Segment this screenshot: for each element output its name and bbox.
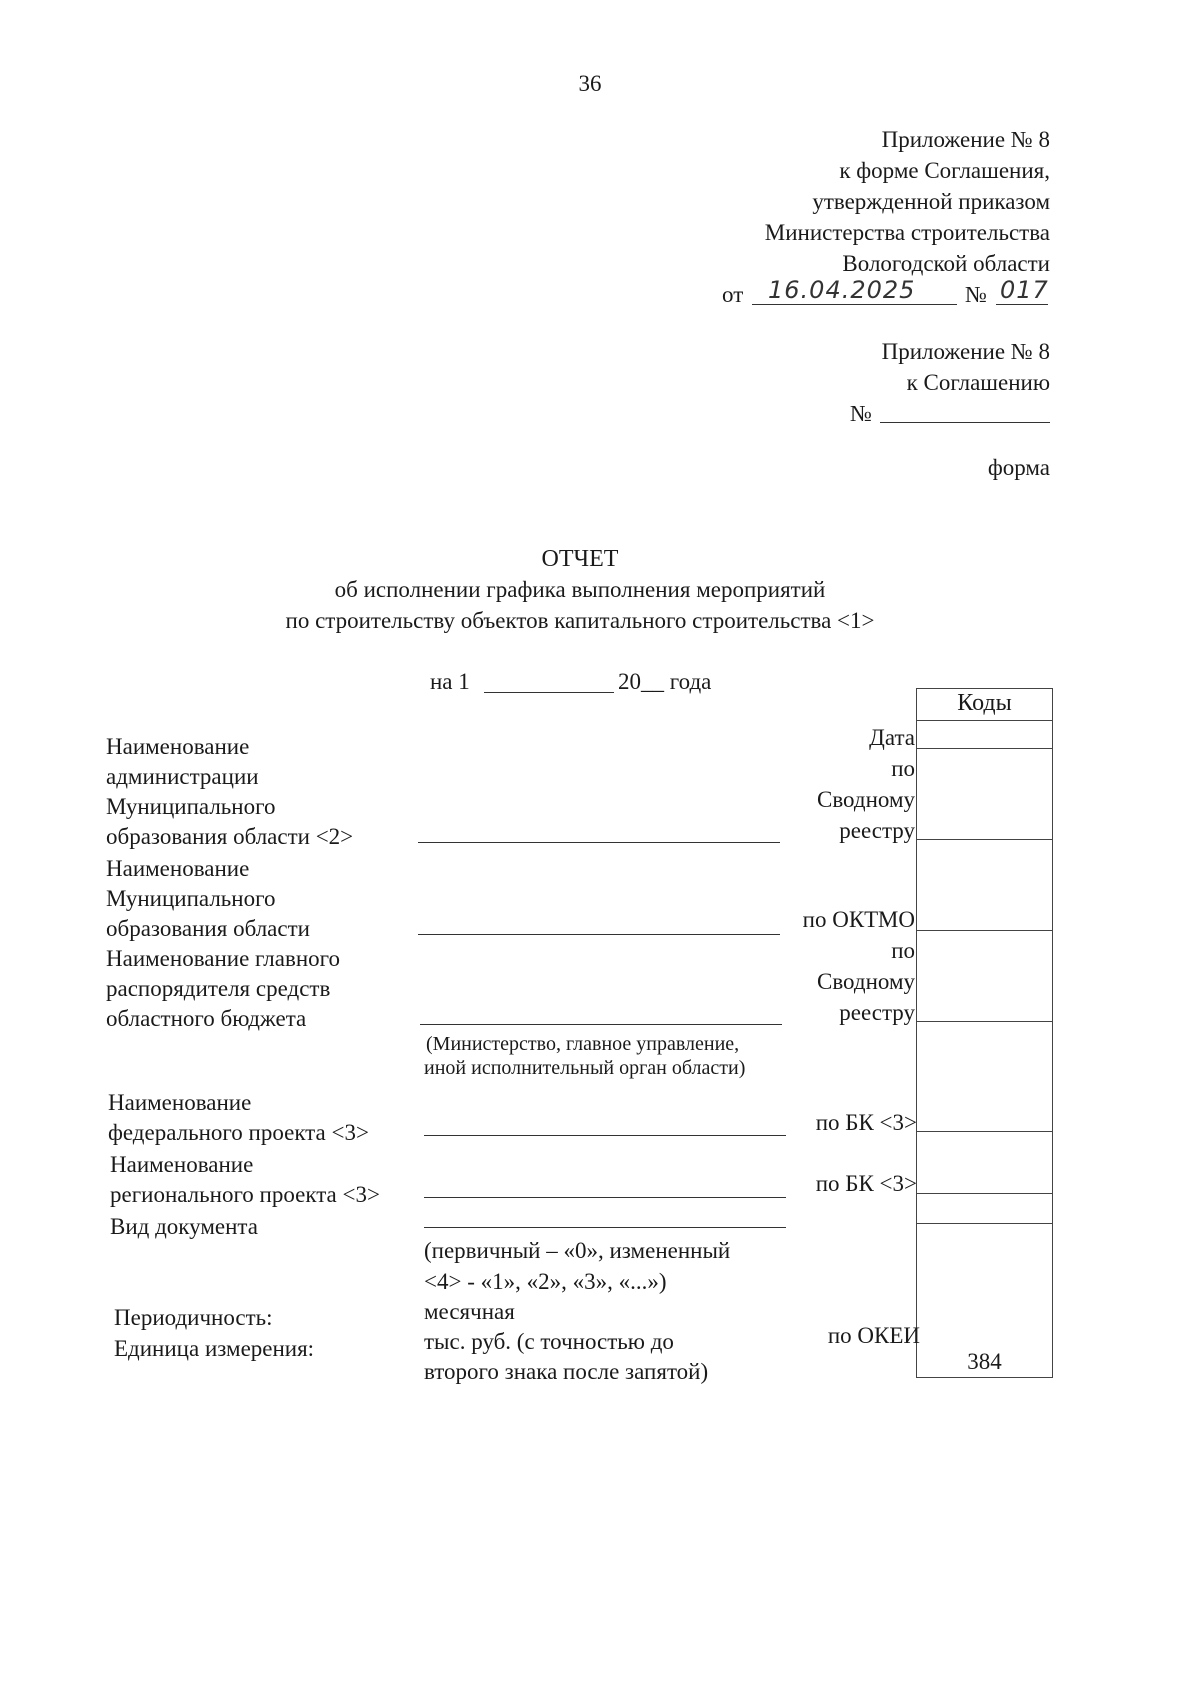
grbs-name-field[interactable] [420,1024,782,1025]
codes-row-oktmo-divider [916,930,1053,931]
okei-code: 384 [967,1349,1002,1374]
doc-note-1: (первичный – «0», измененный [424,1238,731,1263]
appendix-form-line2: к форме Соглашения, [839,158,1050,183]
codes-row-date-divider [916,748,1053,749]
unit-value-1: тыс. руб. (с точностью до [424,1329,674,1354]
label-mun-3: образования области [106,916,310,941]
label-bk-2: по БК <3> [815,1171,917,1196]
label-grbs-2: распорядителя средств [106,976,331,1001]
agreement-number-underline [880,422,1050,423]
codes-header: Коды [957,690,1012,716]
date-prefix: от [722,282,744,307]
handwritten-number: 017 [1000,276,1049,304]
admin-name-field[interactable] [418,842,780,843]
appendix-agreement-line2: к Соглашению [906,370,1050,395]
grbs-note-1: (Министерство, главное управление, [426,1033,740,1055]
appendix-agreement-line1: Приложение № 8 [881,339,1050,364]
date-underline [752,304,957,305]
codes-table [916,688,1053,1378]
report-year: 20__ года [618,669,712,694]
label-fed-2: федерального проекта <3> [108,1120,369,1145]
label-admin-4: образования области <2> [106,824,354,849]
label-admin-3: Муниципального [106,794,276,819]
label-oktmo: по ОКТМО [802,907,915,932]
periodicity-value: месячная [424,1299,515,1324]
page-number: 36 [578,71,602,96]
codes-header-divider [916,720,1053,721]
appendix-form-line4: Министерства строительства [764,220,1050,245]
label-admin-1: Наименование [106,734,250,759]
report-subtitle-1: об исполнении графика выполнения мероприятий [334,577,826,602]
form-label: форма [987,455,1050,480]
label-bk-1: по БК <3> [815,1110,917,1135]
label-okei: по ОКЕИ [827,1323,920,1348]
doc-note-2: <4> - «1», «2», «3», «...») [424,1269,667,1294]
label-registry-1: Сводному [816,787,915,812]
codes-row-registry2-divider [916,1021,1053,1022]
label-date: Дата [869,725,915,750]
label-registry-4: реестру [839,1000,915,1025]
appendix-form-line5: Вологодской области [842,251,1050,276]
number-prefix: № [965,282,987,307]
mun-name-field[interactable] [418,934,780,935]
report-date-underline [484,692,614,693]
label-grbs-1: Наименование главного [106,946,341,971]
agreement-number-prefix: № [850,401,872,426]
label-by-1: по [891,756,915,781]
label-registry-2: реестру [839,818,915,843]
label-unit: Единица измерения: [114,1336,315,1361]
unit-value-2: второго знака после запятой) [424,1359,709,1384]
number-underline [996,304,1048,305]
label-mun-1: Наименование [106,856,250,881]
codes-row-bk1-divider [916,1131,1053,1132]
report-date-prefix: на 1 [430,669,470,694]
codes-row-doc-divider [916,1223,1053,1224]
codes-row-bk2-divider [916,1193,1053,1194]
report-title: ОТЧЕТ [541,546,619,572]
report-subtitle-2: по строительству объектов капитального строительства <1> [285,608,875,633]
handwritten-date: 16.04.2025 [768,276,916,304]
label-mun-2: Муниципального [106,886,276,911]
reg-project-field[interactable] [424,1197,786,1198]
appendix-form-line1: Приложение № 8 [881,127,1050,152]
label-doc-type: Вид документа [110,1214,258,1239]
appendix-form-line3: утвержденной приказом [812,189,1050,214]
label-grbs-3: областного бюджета [106,1006,307,1031]
label-admin-2: администрации [106,764,259,789]
label-reg-2: регионального проекта <3> [110,1182,380,1207]
label-by-2: по [891,938,915,963]
grbs-note-2: иной исполнительный орган области) [424,1057,746,1079]
fed-project-field[interactable] [424,1135,786,1136]
label-periodicity: Периодичность: [114,1305,273,1330]
label-reg-1: Наименование [110,1152,254,1177]
label-fed-1: Наименование [108,1090,252,1115]
codes-row-registry-divider [916,839,1053,840]
label-registry-3: Сводному [816,969,915,994]
doc-type-field[interactable] [424,1227,786,1228]
